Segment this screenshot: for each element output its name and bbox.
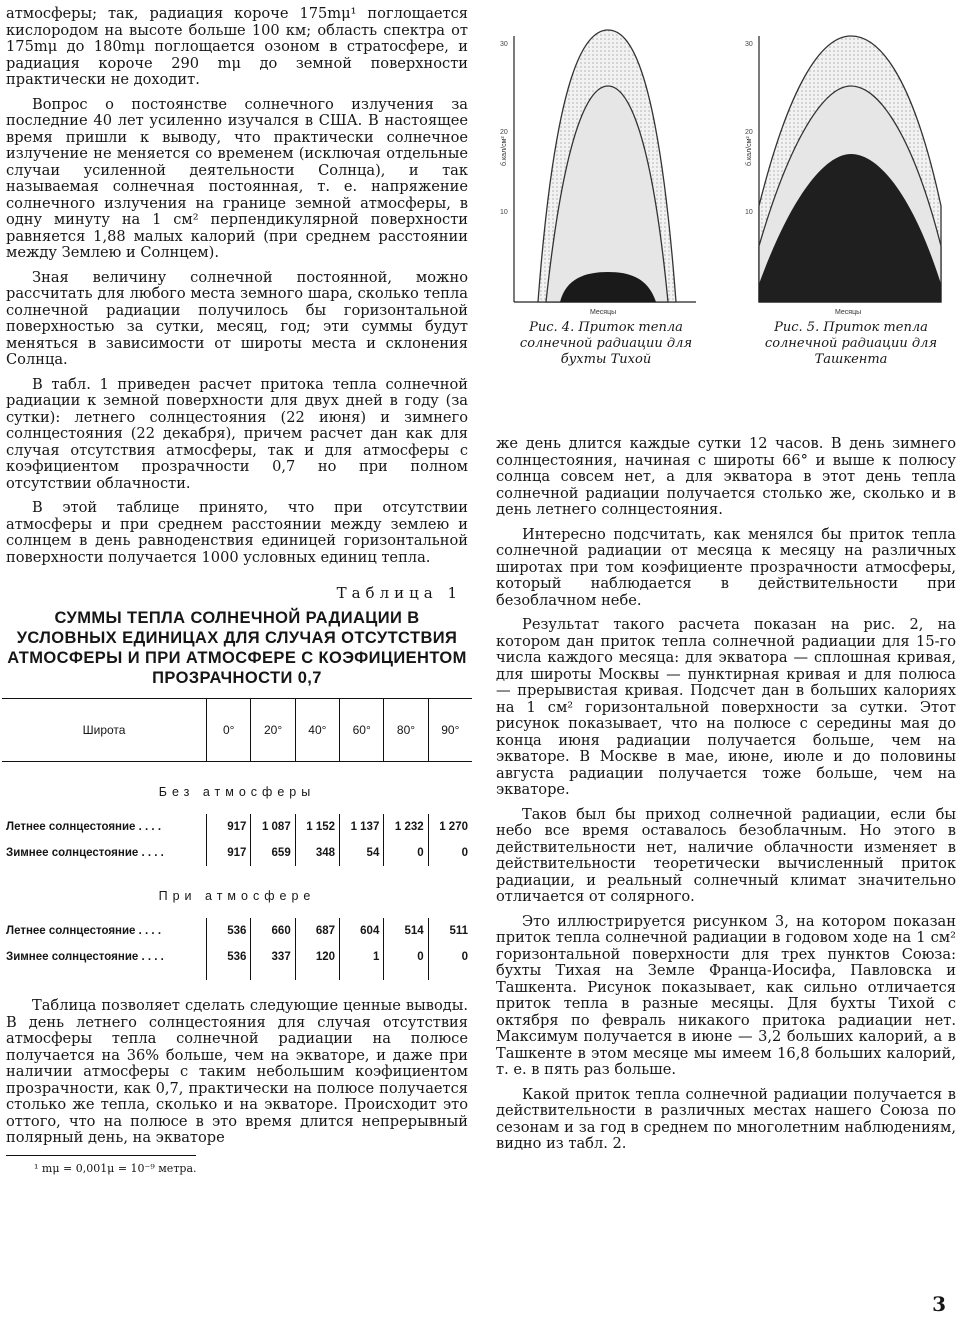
- cell: 660: [251, 918, 295, 944]
- y-tick: 30: [745, 41, 753, 48]
- section-title: При атмосфере: [158, 889, 316, 903]
- paragraph: Таков был бы приход солнечной радиации, если бы небо все время оставалось безоблачным. Но этого в действительности нет, наличие облачности изменяет в действительности теоретически вычисленный приток радиации, и реальный солнечный климат значительно отличается от солярного.: [496, 805, 956, 905]
- footnote: ¹ mμ = 0,001μ = 10⁻⁹ метра.: [34, 1161, 197, 1175]
- footnote-divider: [6, 1155, 196, 1156]
- paragraph: Какой приток тепла солнечной радиации получается в действительности в различных местах нашего Союза по сезонам и за год в среднем по многолетним наблюдениям, видно из табл. 2.: [496, 1085, 956, 1152]
- figure-caption: Рис. 5. Приток тепла солнечной радиации для Ташкента: [764, 320, 938, 367]
- table-caption: Таблица 1: [336, 584, 462, 602]
- cell: 917: [207, 814, 251, 840]
- figure-5: [741, 6, 960, 368]
- right-column: [496, 6, 956, 1161]
- header-latitude: Широта: [2, 699, 207, 762]
- y-axis-label: б.кал/см²: [501, 136, 508, 166]
- paragraph: Вопрос о постоянстве солнечного излучения за последние 40 лет усиленно изучался в США. В настоящее время пришли к выводу, что практически солнечное излучение не меняется со временем (исключая отдельные случаи усиленной деятельности Солнца), и так называемая солнечная постоянная, т. е. напряжение солнечного излучения на границе земной атмосферы, в одну минуту на 1 см² перпендикулярной поверхности равняется 1,88 малых калорий (при среднем расстоянии между Землею и Солнцем).: [6, 95, 468, 261]
- data-table: [2, 698, 472, 980]
- left-column: [6, 6, 468, 1175]
- y-tick: 20: [500, 129, 508, 136]
- cell: 120: [295, 944, 339, 980]
- cell: 348: [295, 840, 339, 866]
- cell: 917: [207, 840, 251, 866]
- row-label: Летнее солнцестояние . . . .: [6, 821, 162, 833]
- table-header-row: [2, 699, 472, 762]
- header-col: 90°: [428, 699, 472, 762]
- section-title: Без атмосферы: [158, 785, 316, 799]
- header-col: 60°: [340, 699, 384, 762]
- cell: 1 087: [251, 814, 295, 840]
- header-col: 20°: [251, 699, 295, 762]
- cell: 1 270: [428, 814, 472, 840]
- y-tick: 10: [500, 209, 508, 216]
- table-row: [2, 840, 472, 866]
- table-row: [2, 944, 472, 980]
- row-label: Зимнее солнцестояние . . . .: [6, 847, 164, 859]
- paragraph: Результат такого расчета показан на рис. 2, на котором дан приток тепла солнечной радиации для 15-го числа каждого месяца: для экватора — сплошная кривая, для широты Москвы — пунктирная кривая и для полюса — прерывистая кривая. Подсчет дан в больших калориях на 1 см² горизонтальной поверхности за сутки. Этот рисунок показывает, что на полюсе с середины мая до конца июня радиации получается больше, чем на экваторе. В Москве в мае, июне, июле и до половины августа радиации получается тоже больше, чем на экваторе.: [496, 616, 956, 798]
- paragraph: Интересно подсчитать, как менялся бы приток тепла солнечной радиации от месяца к месяцу на различных широтах при том коэфициенте прозрачности атмосферы, который наблюдается в действительности при безоблачном небе.: [496, 525, 956, 609]
- cell: 1: [340, 944, 384, 980]
- y-tick: 10: [745, 209, 753, 216]
- cell: 0: [428, 840, 472, 866]
- header-col: 80°: [384, 699, 428, 762]
- row-label: Зимнее солнцестояние . . . .: [6, 951, 164, 963]
- cell: 536: [207, 944, 251, 980]
- paragraph: Это иллюстрируется рисунком 3, на котором показан приток тепла солнечной радиации в годовом ходе на 1 см² горизонтальной поверхности для трех пунктов Союза: бухты Тихая на Земле Франца-Иосифа, Павловска и Ташкента. Рисунок показывает, как сильно отличается приток тепла в разные месяцы. Для бухты Тихой с октября по февраль никакого притока радиации нет. Максимум получается в июне — 3,2 больших калорий, а в Ташкенте в этом месяце мы имеем 16,8 больших калорий, т. е. в пять раз больше.: [496, 912, 956, 1078]
- y-tick: 30: [500, 41, 508, 48]
- table-row: [2, 918, 472, 944]
- y-axis-label: б.кал/см²: [746, 136, 753, 166]
- paragraph: Таблица позволяет сделать следующие ценные выводы. В день летнего солнцестояния для случая отсутствия атмосферы тепла солнечной радиации на полюсе получается на 36% больше, чем на экваторе, и даже при наличии атмосферы с таким небольшим коэфициентом прозрачности, как 0,7, практически на полюсе получается столько же тепла, сколько и на экваторе. Происходит это оттого, что на полюсе в это время длится непрерывный полярный день, на экваторе: [6, 997, 468, 1146]
- paragraph: атмосферы; так, радиация короче 175mμ¹ поглощается кислородом на высоте больше 100 км; область спектра от 175mμ до 180mμ поглощается озоном в стратосфере, и радиация короче 290 mμ до земной поверхности практически не доходит.: [6, 5, 468, 88]
- x-axis-label: Месяцы: [835, 309, 862, 316]
- figure-caption: Рис. 4. Приток тепла солнечной радиации для бухты Тихой: [519, 320, 693, 367]
- header-col: 40°: [295, 699, 339, 762]
- table-row: [2, 814, 472, 840]
- cell: 1 137: [340, 814, 384, 840]
- cell: 511: [428, 918, 472, 944]
- cell: 1 232: [384, 814, 428, 840]
- cell: 659: [251, 840, 295, 866]
- x-axis-label: Месяцы: [590, 309, 617, 316]
- header-col: 0°: [207, 699, 251, 762]
- cell: 514: [384, 918, 428, 944]
- page-number: 3: [932, 1292, 946, 1316]
- figure-5-chart: [741, 6, 960, 316]
- table-title: СУММЫ ТЕПЛА СОЛНЕЧНОЙ РАДИАЦИИ В УСЛОВНЫХ ЕДИНИЦАХ ДЛЯ СЛУЧАЯ ОТСУТСТВИЯ АТМОСФЕРЫ И ПРИ АТМОСФЕРЕ С КОЭФИЦИЕНТОМ ПРОЗРАЧНОСТИ 0,7: [7, 609, 467, 687]
- cell: 0: [428, 944, 472, 980]
- cell: 337: [251, 944, 295, 980]
- cell: 536: [207, 918, 251, 944]
- row-label: Летнее солнцестояние . . . .: [6, 925, 162, 937]
- figure-4-chart: [496, 6, 716, 316]
- paragraph: Зная величину солнечной постоянной, можно рассчитать для любого места земного шара, сколько тепла солнечной радиации получилось бы горизонтальной поверхностью за сутки, месяц, год; эти суммы будут меняться в зависимости от широты места и склонения Солнца.: [6, 268, 468, 368]
- cell: 687: [295, 918, 339, 944]
- figures-row: [496, 6, 956, 436]
- cell: 604: [340, 918, 384, 944]
- figure-4: [496, 6, 716, 368]
- paragraph: В табл. 1 приведен расчет притока тепла солнечной радиации к земной поверхности для двух дней в году (за сутки): летнего солнцестояния (22 июня) и зимнего солнцестояния (22 декабря), причем расчет дан как для случая отсутствия атмосферы, так и для атмосферы с коэфициентом прозрачности 0,7 но при полном отсутствии облачности.: [6, 375, 468, 492]
- cell: 0: [384, 840, 428, 866]
- paragraph: В этой таблице принято, что при отсутствии атмосферы и при среднем расстоянии между землею и солнцем в день равноденствия единицей горизонтальной поверхности получается 1000 условных единиц тепла.: [6, 499, 468, 566]
- cell: 1 152: [295, 814, 339, 840]
- y-tick: 20: [745, 129, 753, 136]
- cell: 54: [340, 840, 384, 866]
- cell: 0: [384, 944, 428, 980]
- paragraph: же день длится каждые сутки 12 часов. В день зимнего солнцестояния, начиная с широты 66° и выше к полюсу солнца совсем нет, а для экватора в этот день тепла солнечной радиации получается столько же, сколько и в день летнего солнцестояния.: [496, 435, 956, 518]
